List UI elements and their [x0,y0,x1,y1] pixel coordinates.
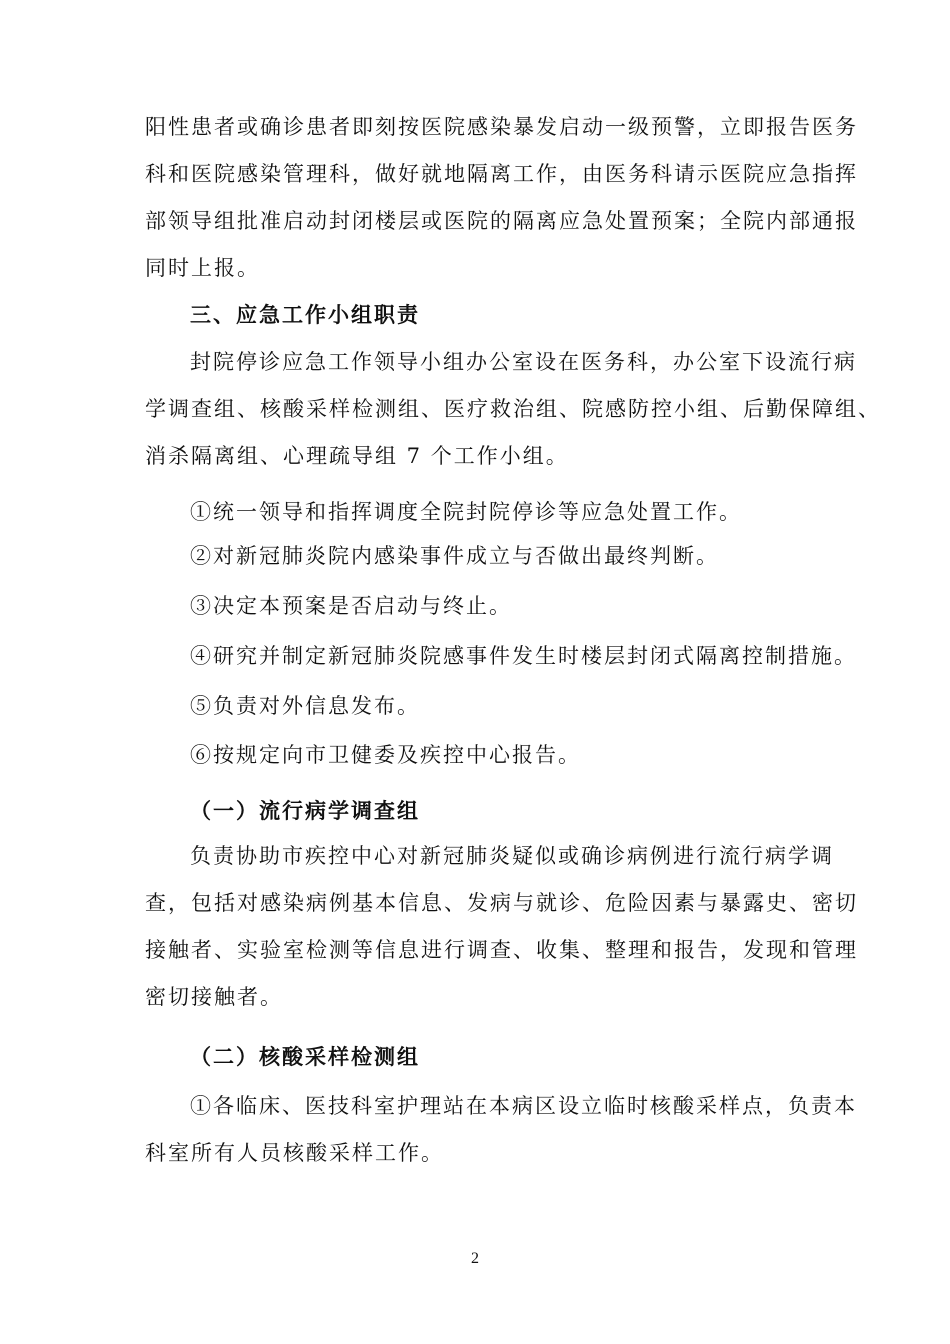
paragraph-line: ①各临床、医技科室护理站在本病区设立临时核酸采样点，负责本 [190,1094,857,1118]
paragraph-line: 部领导组批准启动封闭楼层或医院的隔离应急处置预案；全院内部通报 [145,209,858,233]
subsection-heading: （二）核酸采样检测组 [190,1045,420,1069]
paragraph-line: 封院停诊应急工作领导小组办公室设在医务科，办公室下设流行病 [190,350,857,374]
paragraph-line: 消杀隔离组、心理疏导组 7 个工作小组。 [145,444,569,468]
list-item: ④研究并制定新冠肺炎院感事件发生时楼层封闭式隔离控制措施。 [190,644,857,668]
section-heading: 三、应急工作小组职责 [190,303,420,327]
list-item: ⑥按规定向市卫健委及疾控中心报告。 [190,743,581,767]
paragraph-line: 接触者、实验室检测等信息进行调查、收集、整理和报告，发现和管理 [145,938,858,962]
paragraph-line: 同时上报。 [145,256,260,280]
list-item: ③决定本预案是否启动与终止。 [190,594,512,618]
list-item: ①统一领导和指挥调度全院封院停诊等应急处置工作。 [190,500,742,524]
list-item: ⑤负责对外信息发布。 [190,694,420,718]
paragraph-line: 查，包括对感染病例基本信息、发病与就诊、危险因素与暴露史、密切 [145,891,858,915]
paragraph-line: 密切接触者。 [145,985,283,1009]
paragraph-line: 科室所有人员核酸采样工作。 [145,1141,444,1165]
paragraph-line: 阳性患者或确诊患者即刻按医院感染暴发启动一级预警，立即报告医务 [145,115,858,139]
paragraph-line: 学调查组、核酸采样检测组、医疗救治组、院感防控小组、后勤保障组、 [145,397,881,421]
paragraph-line: 科和医院感染管理科，做好就地隔离工作，由医务科请示医院应急指挥 [145,162,858,186]
subsection-heading: （一）流行病学调查组 [190,799,420,823]
page-number: 2 [471,1250,479,1267]
list-item: ②对新冠肺炎院内感染事件成立与否做出最终判断。 [190,544,719,568]
paragraph-line: 负责协助市疾控中心对新冠肺炎疑似或确诊病例进行流行病学调 [190,844,834,868]
